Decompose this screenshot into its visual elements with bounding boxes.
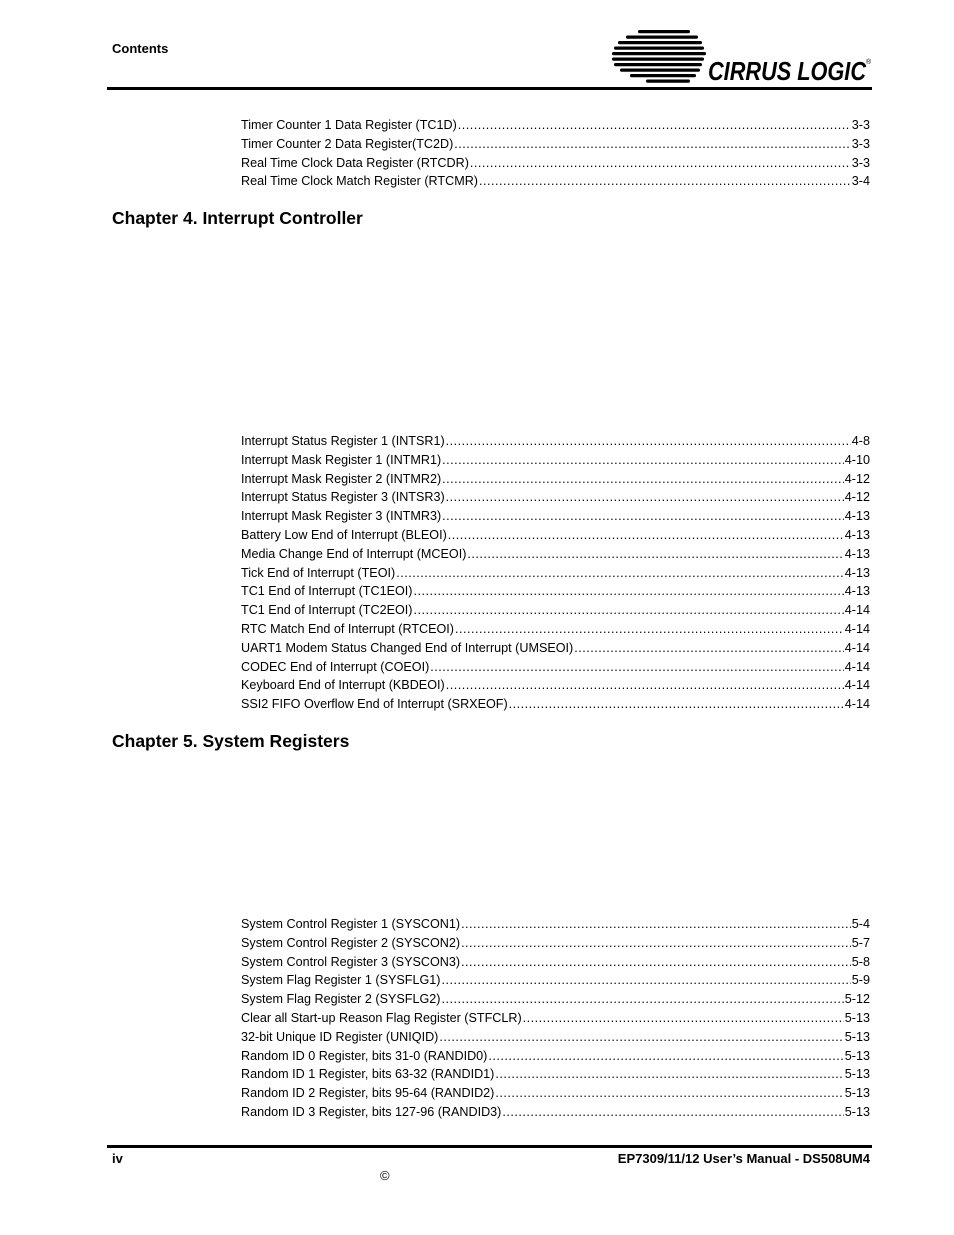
toc-entry-title: Real Time Clock Data Register (RTCDR) xyxy=(241,155,469,170)
toc-leader-dots xyxy=(442,470,844,489)
header-section-label: Contents xyxy=(112,41,169,56)
toc-entry-page: 4-14 xyxy=(844,621,870,636)
toc-entry[interactable] xyxy=(241,1103,870,1122)
toc-entry-title: Keyboard End of Interrupt (KBDEOI) xyxy=(241,678,445,693)
toc-entry[interactable] xyxy=(241,154,870,173)
toc-entry-title: 32-bit Unique ID Register (UNIQID) xyxy=(241,1029,439,1044)
toc-entry-title: TC1 End of Interrupt (TC1EOI) xyxy=(241,584,413,599)
toc-entry-title: Battery Low End of Interrupt (BLEOI) xyxy=(241,527,447,542)
toc-entry-page: 5-12 xyxy=(844,992,870,1007)
toc-entry-page: 3-3 xyxy=(851,155,870,170)
toc-entry[interactable] xyxy=(241,695,870,714)
toc-entry-title: Media Change End of Interrupt (MCEOI) xyxy=(241,546,467,561)
toc-leader-dots xyxy=(461,915,851,934)
toc-entry[interactable] xyxy=(241,432,870,451)
toc-entry[interactable] xyxy=(241,488,870,507)
toc-entry-page: 3-4 xyxy=(851,174,870,189)
toc-leader-dots xyxy=(442,451,844,470)
toc-entry-title: Interrupt Status Register 3 (INTSR3) xyxy=(241,490,445,505)
toc-entry[interactable] xyxy=(241,1028,870,1047)
footer-manual-title: EP7309/11/12 User’s Manual - DS508UM4 xyxy=(617,1151,870,1166)
toc-leader-dots xyxy=(454,135,851,154)
toc-entry-title: Interrupt Mask Register 2 (INTMR2) xyxy=(241,471,442,486)
toc-entry-page: 3-3 xyxy=(851,118,870,132)
toc-entry-title: SSI2 FIFO Overflow End of Interrupt (SRXEOF) xyxy=(241,697,508,712)
toc-entry[interactable] xyxy=(241,676,870,695)
toc-leader-dots xyxy=(458,116,851,135)
toc-leader-dots xyxy=(523,1009,844,1028)
toc-entry-page: 4-13 xyxy=(844,565,870,580)
header-rule xyxy=(107,87,872,90)
toc-leader-dots xyxy=(461,934,851,953)
toc-entry-page: 5-13 xyxy=(844,1104,870,1119)
toc-entry[interactable] xyxy=(241,172,870,191)
toc-entry[interactable] xyxy=(241,990,870,1009)
toc-entry-page: 4-14 xyxy=(844,659,870,674)
toc-entry[interactable] xyxy=(241,526,870,545)
toc-entry[interactable] xyxy=(241,470,870,489)
toc-entry-title: System Flag Register 2 (SYSFLG2) xyxy=(241,992,441,1007)
toc-entry[interactable] xyxy=(241,1084,870,1103)
toc-leader-dots xyxy=(495,1084,843,1103)
toc-entry[interactable] xyxy=(241,601,870,620)
toc-entry[interactable] xyxy=(241,639,870,658)
chapter-4-heading: Chapter 4. Interrupt Controller xyxy=(112,208,363,228)
toc-entry-title: Interrupt Mask Register 3 (INTMR3) xyxy=(241,509,442,524)
toc-leader-dots xyxy=(446,432,851,451)
toc-entry-page: 4-14 xyxy=(844,640,870,655)
logo-wordmark: CIRRUS LOGIC xyxy=(708,56,868,86)
cirrus-logic-logo xyxy=(612,28,874,86)
toc-entry[interactable] xyxy=(241,658,870,677)
toc-entry-title: Random ID 0 Register, bits 31-0 (RANDID0) xyxy=(241,1048,488,1063)
toc-entry-page: 5-4 xyxy=(851,917,870,931)
toc-leader-dots xyxy=(509,695,844,714)
toc-entry[interactable] xyxy=(241,135,870,154)
footer-page-number: iv xyxy=(112,1151,123,1166)
toc-entry-page: 5-9 xyxy=(851,973,870,988)
toc-entry[interactable] xyxy=(241,971,870,990)
toc-entry-title: System Control Register 2 (SYSCON2) xyxy=(241,935,461,950)
toc-entry[interactable] xyxy=(241,953,870,972)
toc-leader-dots xyxy=(446,676,844,695)
toc-entry[interactable] xyxy=(241,1009,870,1028)
toc-entry[interactable] xyxy=(241,915,870,934)
toc-entry-title: System Control Register 3 (SYSCON3) xyxy=(241,954,461,969)
toc-entry-page: 5-13 xyxy=(844,1086,870,1101)
toc-leader-dots xyxy=(413,601,843,620)
toc-leader-dots xyxy=(439,1028,843,1047)
toc-entry[interactable] xyxy=(241,934,870,953)
toc-entry[interactable] xyxy=(241,116,870,135)
toc-leader-dots xyxy=(441,990,843,1009)
toc-entry[interactable] xyxy=(241,1047,870,1066)
chapter-5-heading: Chapter 5. System Registers xyxy=(112,731,350,751)
toc-leader-dots xyxy=(470,154,851,173)
toc-entry[interactable] xyxy=(241,564,870,583)
toc-entry-title: System Flag Register 1 (SYSFLG1) xyxy=(241,973,441,988)
toc-entry-title: Timer Counter 1 Data Register (TC1D) xyxy=(241,118,457,132)
toc-entry-title: Random ID 1 Register, bits 63-32 (RANDID1) xyxy=(241,1067,495,1082)
toc-entry-page: 5-7 xyxy=(851,935,870,950)
toc-entry-page: 3-3 xyxy=(851,136,870,151)
toc-leader-dots xyxy=(488,1047,843,1066)
footer-copyright: © xyxy=(380,1168,390,1183)
toc-entry[interactable] xyxy=(241,545,870,564)
toc-entry[interactable] xyxy=(241,620,870,639)
toc-entry-title: Interrupt Mask Register 1 (INTMR1) xyxy=(241,452,442,467)
toc-entry-title: Interrupt Status Register 1 (INTSR1) xyxy=(241,434,445,448)
toc-leader-dots xyxy=(413,582,843,601)
toc-entry-page: 5-13 xyxy=(844,1029,870,1044)
toc-leader-dots xyxy=(461,953,851,972)
toc-entry-title: Clear all Start-up Reason Flag Register (STFCLR) xyxy=(241,1010,522,1025)
toc-list-chapter-3 xyxy=(241,116,870,191)
toc-leader-dots xyxy=(574,639,844,658)
toc-leader-dots xyxy=(479,172,851,191)
toc-entry[interactable] xyxy=(241,507,870,526)
toc-entry-title: Random ID 2 Register, bits 95-64 (RANDID2) xyxy=(241,1086,495,1101)
toc-entry-page: 4-14 xyxy=(844,678,870,693)
toc-leader-dots xyxy=(430,658,844,677)
toc-entry[interactable] xyxy=(241,582,870,601)
toc-entry-title: RTC Match End of Interrupt (RTCEOI) xyxy=(241,621,454,636)
toc-entry-page: 4-12 xyxy=(844,490,870,505)
toc-leader-dots xyxy=(467,545,843,564)
toc-entry-title: TC1 End of Interrupt (TC2EOI) xyxy=(241,603,413,618)
toc-entry-page: 4-13 xyxy=(844,527,870,542)
toc-entry-title: Tick End of Interrupt (TEOI) xyxy=(241,565,396,580)
toc-entry-page: 4-10 xyxy=(844,452,870,467)
toc-entry-title: Random ID 3 Register, bits 127-96 (RANDID3) xyxy=(241,1104,502,1119)
toc-entry[interactable] xyxy=(241,1065,870,1084)
toc-entry-page: 4-13 xyxy=(844,509,870,524)
toc-entry-page: 4-14 xyxy=(844,603,870,618)
toc-entry-page: 4-13 xyxy=(844,584,870,599)
toc-entry-title: System Control Register 1 (SYSCON1) xyxy=(241,917,461,931)
toc-entry-page: 5-8 xyxy=(851,954,870,969)
footer-rule xyxy=(107,1145,872,1148)
toc-entry-title: Real Time Clock Match Register (RTCMR) xyxy=(241,174,478,189)
toc-entry-page: 5-13 xyxy=(844,1010,870,1025)
toc-entry-page: 4-8 xyxy=(851,434,870,448)
toc-entry-page: 5-13 xyxy=(844,1048,870,1063)
toc-leader-dots xyxy=(446,488,844,507)
toc-entry-page: 5-13 xyxy=(844,1067,870,1082)
toc-entry-page: 4-12 xyxy=(844,471,870,486)
toc-entry[interactable] xyxy=(241,451,870,470)
toc-entry-title: CODEC End of Interrupt (COEOI) xyxy=(241,659,430,674)
toc-leader-dots xyxy=(448,526,844,545)
toc-list-chapter-4 xyxy=(241,432,870,714)
toc-entry-page: 4-14 xyxy=(844,697,870,712)
toc-leader-dots xyxy=(442,507,844,526)
toc-leader-dots xyxy=(455,620,844,639)
toc-leader-dots xyxy=(502,1103,843,1122)
toc-leader-dots xyxy=(396,564,844,583)
toc-leader-dots xyxy=(441,971,850,990)
toc-leader-dots xyxy=(495,1065,843,1084)
logo-registered-mark: ® xyxy=(866,59,872,66)
toc-entry-page: 4-13 xyxy=(844,546,870,561)
toc-entry-title: UART1 Modem Status Changed End of Interrupt (UMSEOI) xyxy=(241,640,574,655)
toc-list-chapter-5 xyxy=(241,915,870,1122)
toc-entry-title: Timer Counter 2 Data Register(TC2D) xyxy=(241,136,454,151)
